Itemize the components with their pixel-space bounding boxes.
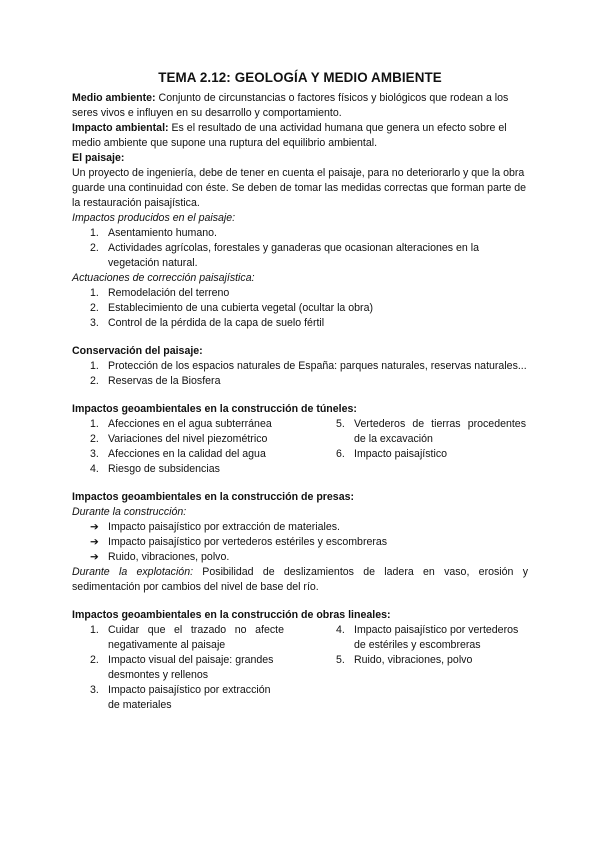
list-item (72, 462, 336, 477)
list-number: 1. (90, 624, 99, 636)
list-text: Reservas de la Biosfera (108, 375, 221, 387)
list-item (336, 417, 526, 447)
definition-text: Es el resultado de una actividad humana que genera un efecto sobre el medio ambiente que supone una ruptura del equilibrio ambiental. (72, 122, 507, 149)
arrow-right-icon: ➔ (90, 521, 99, 533)
section-heading-conservacion: Conservación del paisaje: (72, 345, 203, 357)
list-tuneles-left (72, 417, 336, 477)
list-item (72, 432, 336, 447)
explotacion-text: Posibilidad de deslizamientos de ladera en vaso, erosión y sedimentación por cambios del nivel de base del río. (72, 566, 528, 593)
subheading-impactos-paisaje: Impactos producidos en el paisaje: (72, 212, 236, 224)
section-heading-presas: Impactos geoambientales en la construcción de presas: (72, 491, 355, 503)
obras-lineales-right-column (336, 623, 528, 713)
list-item (72, 316, 528, 331)
list-item (336, 623, 528, 653)
list-actuaciones (72, 286, 528, 331)
list-number: 3. (90, 684, 99, 696)
definition-impacto-ambiental (72, 121, 528, 151)
list-number: 2. (90, 375, 99, 387)
list-number: 1. (90, 227, 99, 239)
list-text: Impacto visual del paisaje: grandes desmontes y rellenos (108, 654, 274, 681)
list-text: Protección de los espacios naturales de España: parques naturales, reservas naturales... (108, 360, 527, 372)
paisaje-intro: Un proyecto de ingeniería, debe de tener en cuenta el paisaje, para no deteriorarlo y que la obra guarde una continuidad con éste. Se deben de tomar las medidas correctas que forman parte de la restauración paisajística. (72, 167, 527, 209)
list-number: 2. (90, 242, 99, 254)
list-text: Impacto paisajístico por extracción de materiales (108, 684, 271, 711)
list-item (72, 374, 528, 389)
list-number: 3. (90, 317, 99, 329)
tuneles-columns (72, 417, 528, 477)
list-text: Ruido, vibraciones, polvo. (108, 551, 230, 563)
presas-explotacion (72, 565, 528, 595)
list-item (72, 520, 528, 535)
list-item (72, 683, 284, 713)
list-item (72, 550, 528, 565)
list-item (72, 653, 284, 683)
definition-medio-ambiente (72, 91, 528, 121)
list-item (336, 653, 528, 668)
list-text: Afecciones en la calidad del agua (108, 448, 266, 460)
list-number: 2. (90, 433, 99, 445)
spacer (72, 331, 528, 344)
subheading-durante-construccion: Durante la construcción: (72, 506, 187, 518)
list-number: 4. (90, 463, 99, 475)
definition-term: Medio ambiente: (72, 92, 156, 104)
list-tuneles-right (336, 417, 526, 462)
list-text: Impacto paisajístico por extracción de materiales. (108, 521, 340, 533)
list-item (72, 535, 528, 550)
list-number: 3. (90, 448, 99, 460)
list-impactos-paisaje (72, 226, 528, 271)
list-item (72, 301, 528, 316)
list-number: 1. (90, 287, 99, 299)
subheading-actuaciones: Actuaciones de corrección paisajística: (72, 272, 255, 284)
list-text: Afecciones en el agua subterránea (108, 418, 272, 430)
list-text: Impacto paisajístico (354, 448, 448, 460)
list-text: Variaciones del nivel piezométrico (108, 433, 268, 445)
list-conservacion (72, 359, 528, 389)
list-item (72, 241, 528, 271)
list-number: 2. (90, 654, 99, 666)
list-text: Establecimiento de una cubierta vegetal (ocultar la obra) (108, 302, 373, 314)
list-item (72, 286, 528, 301)
list-item (72, 226, 528, 241)
obras-lineales-columns (72, 623, 528, 713)
list-number: 5. (336, 654, 345, 666)
arrow-right-icon: ➔ (90, 536, 99, 548)
section-heading-obras-lineales: Impactos geoambientales en la construcción de obras lineales: (72, 609, 391, 621)
arrow-right-icon: ➔ (90, 551, 99, 563)
list-text: Cuidar que el trazado no afecte negativamente al paisaje (108, 624, 284, 651)
list-number: 6. (336, 448, 345, 460)
tuneles-left-column (72, 417, 336, 477)
list-number: 2. (90, 302, 99, 314)
list-number: 1. (90, 418, 99, 430)
list-text: Ruido, vibraciones, polvo (354, 654, 473, 666)
list-item (72, 359, 528, 374)
list-item (72, 623, 284, 653)
list-text: Riesgo de subsidencias (108, 463, 220, 475)
list-text: Asentamiento humano. (108, 227, 217, 239)
list-number: 4. (336, 624, 345, 636)
list-text: Actividades agrícolas, forestales y ganaderas que ocasionan alteraciones en la vegetación natural. (108, 242, 480, 269)
tuneles-right-column (336, 417, 526, 477)
list-obras-lineales-right (336, 623, 528, 668)
page-title: TEMA 2.12: GEOLOGÍA Y MEDIO AMBIENTE (158, 70, 442, 85)
list-item (72, 447, 336, 462)
list-text: Impacto paisajístico por vertederos estériles y escombreras (108, 536, 388, 548)
subheading-durante-explotacion: Durante la explotación: (72, 566, 194, 578)
list-obras-lineales-left (72, 623, 284, 713)
list-presas-construccion (72, 520, 528, 565)
list-item (72, 417, 336, 432)
section-heading-paisaje: El paisaje: (72, 152, 125, 164)
list-number: 1. (90, 360, 99, 372)
spacer (72, 389, 528, 402)
list-text: Control de la pérdida de la capa de suelo fértil (108, 317, 325, 329)
definition-text: Conjunto de circunstancias o factores físicos y biológicos que rodean a los seres vivos e influyen en su desarrollo y comportamiento. (72, 92, 509, 119)
section-heading-tuneles: Impactos geoambientales en la construcción de túneles: (72, 403, 357, 415)
list-text: Vertederos de tierras procedentes de la excavación (354, 418, 526, 445)
list-item (336, 447, 526, 462)
spacer (72, 477, 528, 490)
list-text: Remodelación del terreno (108, 287, 230, 299)
list-number: 5. (336, 418, 345, 430)
list-text: Impacto paisajístico por vertederos de estériles y escombreras (354, 624, 519, 651)
definition-term: Impacto ambiental: (72, 122, 169, 134)
obras-lineales-left-column (72, 623, 336, 713)
spacer (72, 595, 528, 608)
